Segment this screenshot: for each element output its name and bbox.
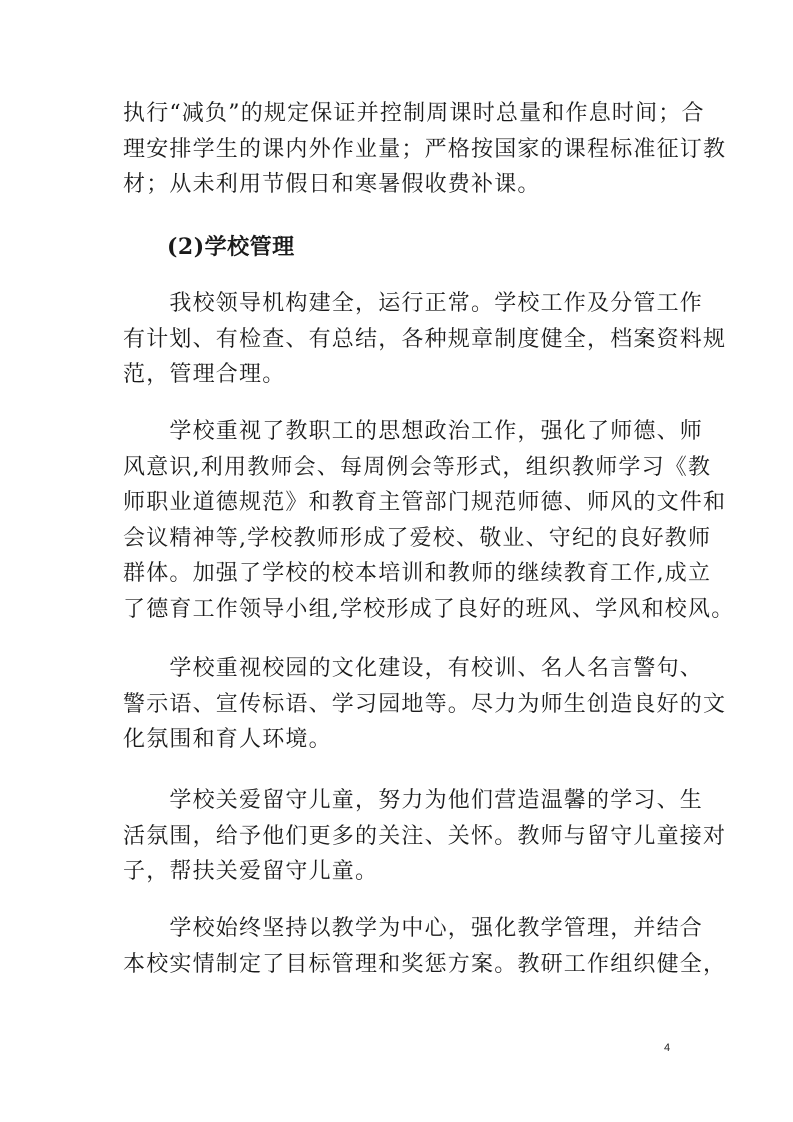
text-line: 群体。加强了学校的校本培训和教师的继续教育工作,成立	[123, 561, 712, 586]
text-line: 警示语、宣传标语、学习园地等。尽力为师生创造良好的文	[123, 691, 727, 717]
paragraph-leadership	[123, 286, 727, 393]
paragraph-reduce-burden	[123, 96, 727, 203]
text-line: 理安排学生的课内外作业量；严格按国家的课程标准征订教	[123, 136, 727, 162]
paragraph-campus-culture	[123, 651, 727, 758]
text-line: 风意识,利用教师会、每周例会等形式，组织教师学习《教	[123, 454, 712, 480]
text-line: 范，管理合理。	[123, 362, 286, 387]
paragraph-left-behind-children	[123, 783, 727, 890]
text-line: 师职业道德规范》和教育主管部门规范师德、师风的文件和	[123, 490, 727, 515]
text-line: 了德育工作领导小组,学校形成了良好的班风、学风和校风。	[123, 596, 735, 622]
text-line: 化氛围和育人环境。	[123, 727, 332, 752]
page-number: 4	[664, 1042, 671, 1054]
text-line: 学校重视了教职工的思想政治工作，强化了师德、师	[123, 419, 704, 444]
text-line: 执行“减负”的规定保证并控制周课时总量和作息时间；合	[123, 101, 705, 126]
text-line: 活氛围，给予他们更多的关注、关怀。教师与留守儿童接对	[123, 823, 727, 849]
text-line: 学校关爱留守儿童，努力为他们营造温馨的学习、生	[123, 788, 704, 813]
text-line: 材；从未利用节假日和寒暑假收费补课。	[123, 172, 541, 197]
text-line: 我校领导机构建全，运行正常。学校工作及分管工作	[123, 291, 704, 316]
paragraph-teaching-management	[123, 911, 727, 982]
text-line: 有计划、有检查、有总结，各种规章制度健全，档案资料规	[123, 326, 727, 352]
text-line: 会议精神等,学校教师形成了爱校、敬业、守纪的良好教师	[123, 525, 712, 551]
text-line: 本校实情制定了目标管理和奖惩方案。教研工作组织健全，	[123, 951, 727, 977]
section-heading: (2)学校管理	[167, 234, 295, 260]
text-line: 学校重视校园的文化建设，有校训、名人名言警句、	[123, 656, 704, 681]
text-line: 子，帮扶关爱留守儿童。	[123, 859, 379, 884]
paragraph-teacher-ethics	[123, 414, 735, 627]
text-line: 学校始终坚持以教学为中心，强化教学管理，并结合	[123, 916, 704, 941]
